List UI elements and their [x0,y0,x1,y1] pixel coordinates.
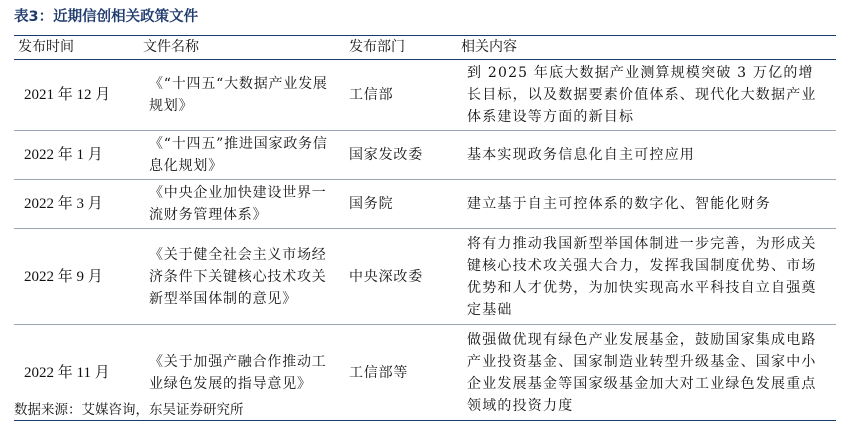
cell-doc: 《关于加强产融合作推动工业绿色发展的指导意见》 [139,325,345,421]
header-dept: 发布部门 [345,36,457,60]
table-row [14,180,836,229]
cell-content: 基本实现政务信息化自主可控应用 [457,131,836,180]
cell-content: 到 2025 年底大数据产业测算规模突破 3 万亿的增长目标，以及数据要素价值体系、现代化大数据产业体系建设等方面的新目标 [457,60,836,131]
cell-dept: 国家发改委 [345,131,457,180]
cell-dept: 中央深改委 [345,229,457,325]
cell-date: 2022 年 1 月 [14,131,139,180]
cell-doc: 《中央企业加快建设世界一流财务管理体系》 [139,180,345,229]
cell-doc: 《“十四五“大数据产业发展规划》 [139,60,345,131]
cell-dept: 工信部等 [345,325,457,421]
header-row [14,36,836,60]
header-content: 相关内容 [457,36,836,60]
cell-content: 建立基于自主可控体系的数字化、智能化财务 [457,180,836,229]
table-row [14,60,836,131]
data-source-note: 数据来源：艾媒咨询，东吴证券研究所 [14,402,244,418]
header-doc: 文件名称 [139,36,345,60]
header-date: 发布时间 [14,36,139,60]
cell-date: 2022 年 3 月 [14,180,139,229]
cell-dept: 国务院 [345,180,457,229]
cell-date: 2021 年 12 月 [14,60,139,131]
cell-doc: 《“十四五”推进国家政务信息化规划》 [139,131,345,180]
table-row [14,131,836,180]
cell-date: 2022 年 11 月 [14,325,139,421]
cell-doc: 《关于健全社会主义市场经济条件下关键核心技术攻关新型举国体制的意见》 [139,229,345,325]
cell-content: 将有力推动我国新型举国体制进一步完善，为形成关键核心技术攻关强大合力，发挥我国制度优势、市场优势和人才优势，为加快实现高水平科技自立自强奠定基础 [457,229,836,325]
table-title: 表3：近期信创相关政策文件 [14,9,199,25]
table-row [14,229,836,325]
cell-dept: 工信部 [345,60,457,131]
cell-content: 做强做优现有绿色产业发展基金，鼓励国家集成电路产业投资基金、国家制造业转型升级基金、国家中小企业发展基金等国家级基金加大对工业绿色发展重点领域的投资力度 [457,325,836,421]
cell-date: 2022 年 9 月 [14,229,139,325]
policy-table [14,35,836,421]
